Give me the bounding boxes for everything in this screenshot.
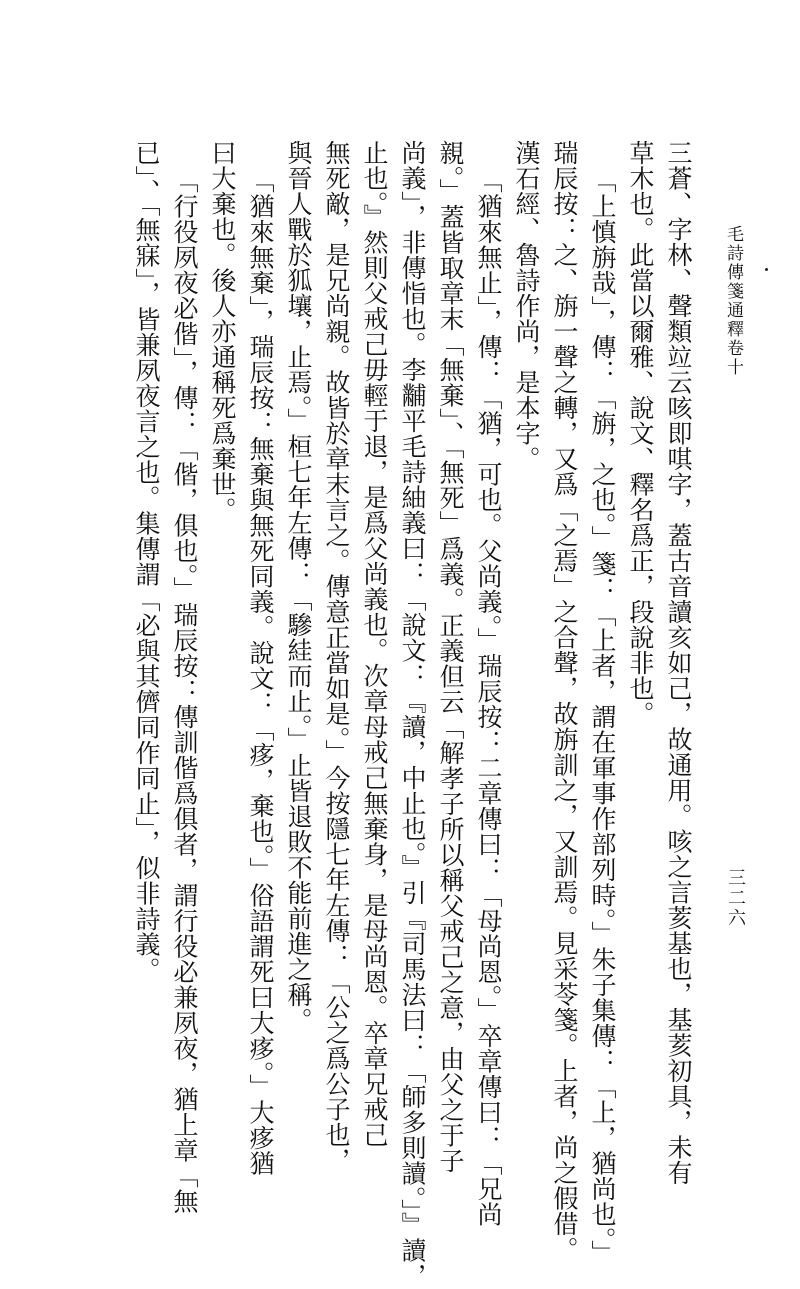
text-column: 「上慎旃哉」，傳：「旃，之也。」箋：「上者，謂在軍事作部列時。」朱子集傳：「上，猶尚也。」	[588, 168, 617, 1266]
text-column: 止也。』然則父戒己毋輕于退，是爲父尚義也。次章母戒己無棄身，是母尚恩。卒章兄戒己	[360, 140, 389, 1148]
text-column: 曰大棄也。後人亦通稱死爲棄世。	[208, 140, 237, 523]
text-column: 無死敵，是兄尚親。故皆於章末言之。傳意正當如是。」今按隱七年左傳：「公之爲公子也，	[322, 140, 351, 1173]
text-column: 尚義」，非傳恉也。李黼平毛詩紬義曰：「說文：『讀，中止也。』引『司馬法曰：「師多則讀。」』讀，	[398, 140, 427, 1289]
text-column: 「猶來無棄」，瑞辰按：無棄與無死同義。說文：「痑，棄也。」俗語謂死曰大痑。」大痑猶	[246, 168, 275, 1176]
text-column: 「行役夙夜必偕」，傳：「偕，俱也。」瑞辰按：傳訓偕爲俱者，謂行役必兼夙夜，猶上章「無	[170, 168, 199, 1214]
text-column: 已」、「無寐」，皆兼夙夜言之也。集傳謂「必與其儕同作同止」，似非詩義。	[132, 140, 161, 983]
text-column: 草木也。此當以爾雅、說文、釋名爲正，段說非也。	[626, 140, 655, 727]
running-header: 毛詩傳箋通釋卷十	[723, 225, 743, 377]
text-column: 瑞辰按：之、旃一聲之轉，又爲「之焉」之合聲，故旃訓之，又訓焉。見采苓箋。上者，尚之假借。	[550, 140, 579, 1262]
page-number: 三二六	[725, 868, 746, 928]
text-column: 漢石經、魯詩作尚，是本字。	[512, 140, 541, 472]
speck-mark	[765, 268, 768, 271]
text-column: 親。」蓋皆取章末「無棄」、「無死」爲義。正義但云「解孝子所以稱父戒己之意，由父之于子	[436, 140, 465, 1174]
text-column: 與晉人戰於狐壤，止焉。」桓七年左傳：「驂絓而止。」止皆退敗不能前進之稱。	[284, 140, 313, 1033]
text-column: 「猶來無止」，傳：「猶，可也。父尚義。」瑞辰按：二章傳曰：「母尚恩。」卒章傳曰：「兄尚	[474, 168, 503, 1227]
text-column: 三蒼、字林、聲類竝云咳即唭字，蓋古音讀亥如己，故通用。咳之言荄基也，基荄初具，未有	[664, 140, 693, 1186]
